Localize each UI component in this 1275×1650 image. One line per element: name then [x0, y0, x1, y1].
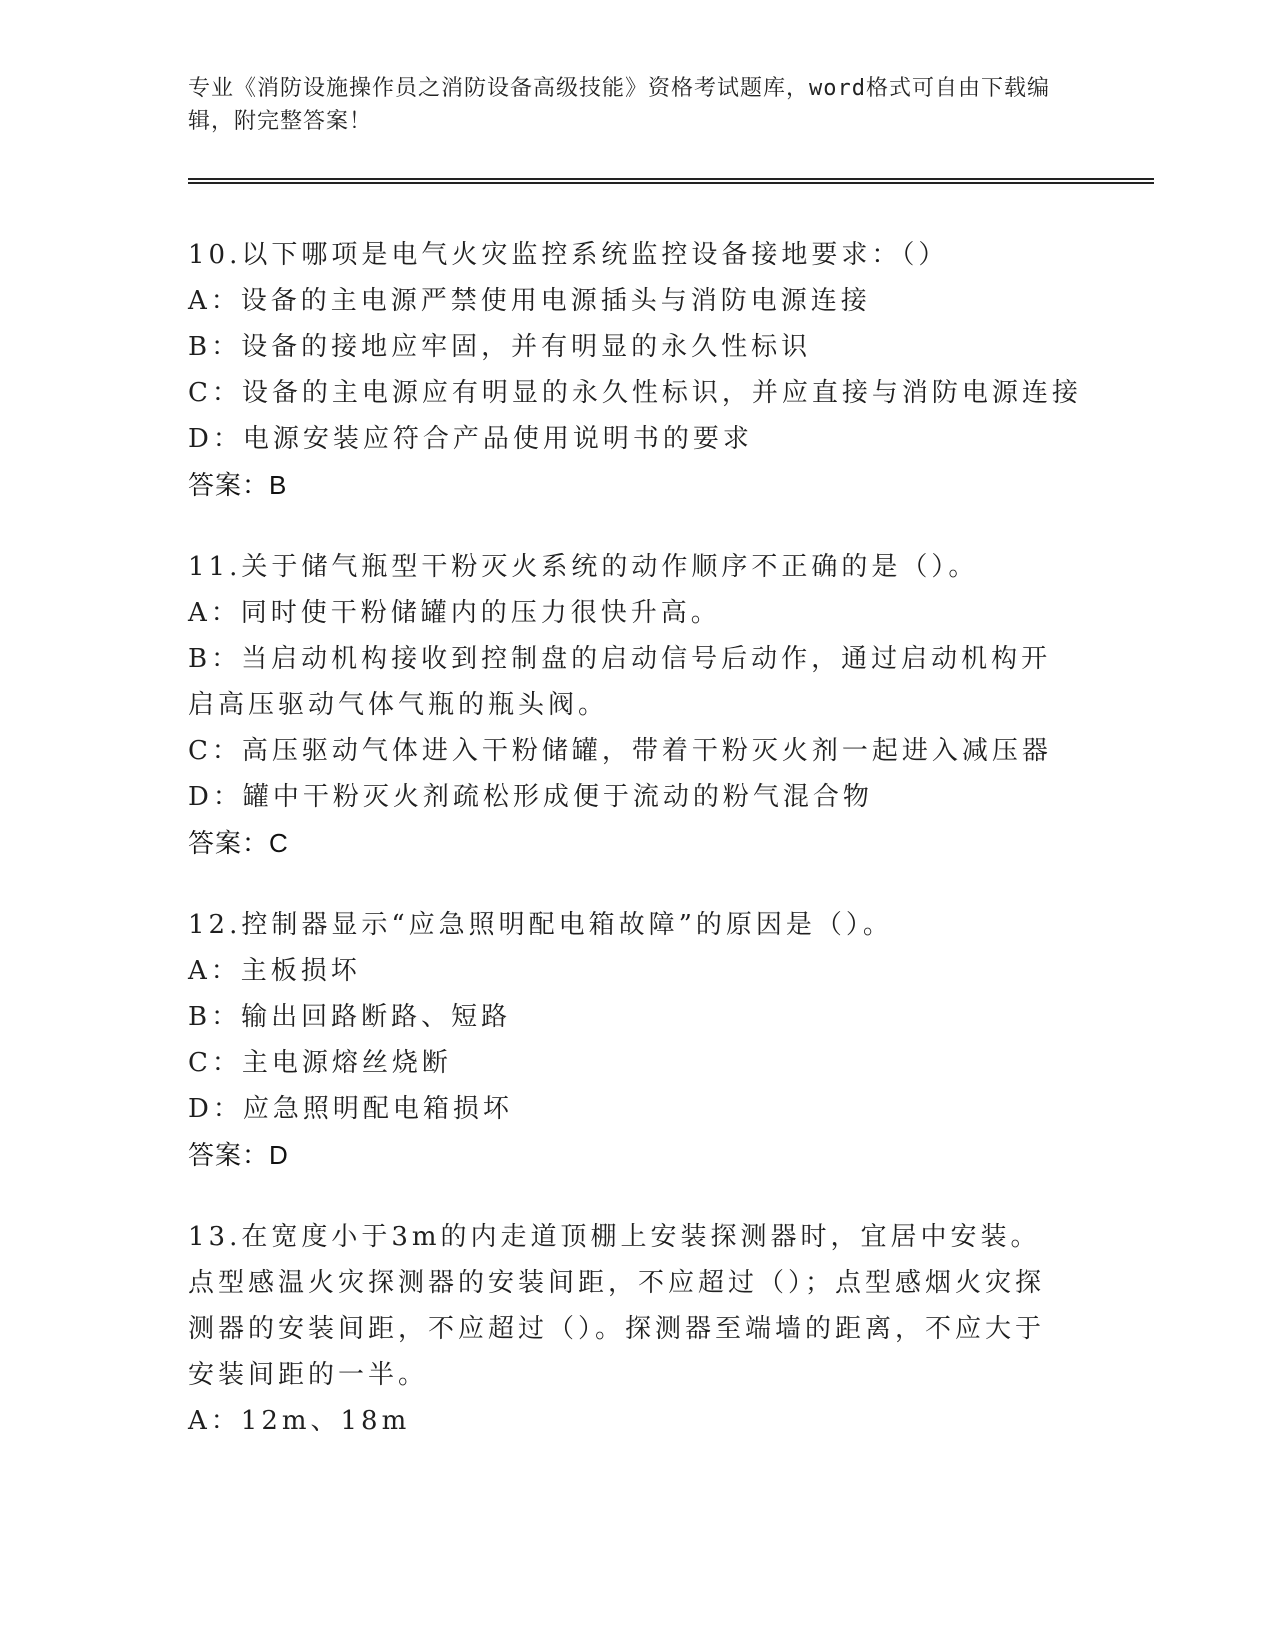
question-13 [188, 1214, 1088, 1444]
question-12 [188, 902, 1088, 1178]
answer-line: 答案：D [188, 1140, 289, 1170]
question-stem: 11.关于储气瓶型干粉灭火系统的动作顺序不正确的是（）。 [188, 552, 979, 582]
option-c: C：主电源熔丝烧断 [188, 1048, 452, 1078]
header-divider-bottom [188, 182, 1154, 184]
question-10 [188, 232, 1088, 508]
question-stem: 13.在宽度小于3m的内走道顶棚上安装探测器时，宜居中安装。点型感温火灾探测器的安装间距，不应超过（）；点型感烟火灾探测器的安装间距，不应超过（）。探测器至端墙的距离，不应大于安装间距的一半。 [188, 1222, 1046, 1390]
option-a: A：12m、18m [188, 1406, 411, 1436]
header-text: 专业《消防设施操作员之消防设备高级技能》资格考试题库，word格式可自由下载编辑，附完整答案！ [188, 76, 1050, 134]
document-header [188, 72, 1068, 138]
option-d: D：电源安装应符合产品使用说明书的要求 [188, 424, 753, 454]
question-list [188, 232, 1088, 1480]
option-a: A：同时使干粉储罐内的压力很快升高。 [188, 598, 721, 628]
option-c: C：设备的主电源应有明显的永久性标识，并应直接与消防电源连接 [188, 378, 1082, 408]
option-b: B：设备的接地应牢固，并有明显的永久性标识 [188, 332, 812, 362]
option-a: A：主板损坏 [188, 956, 361, 986]
option-c: C：高压驱动气体进入干粉储罐，带着干粉灭火剂一起进入减压器 [188, 736, 1052, 766]
answer-line: 答案：B [188, 470, 288, 500]
question-11 [188, 544, 1088, 866]
header-divider-top [188, 178, 1154, 180]
option-a: A：设备的主电源严禁使用电源插头与消防电源连接 [188, 286, 871, 316]
question-stem: 12.控制器显示“应急照明配电箱故障”的原因是（）。 [188, 910, 893, 940]
option-d: D：罐中干粉灭火剂疏松形成便于流动的粉气混合物 [188, 782, 873, 812]
option-d: D：应急照明配电箱损坏 [188, 1094, 513, 1124]
answer-line: 答案：C [188, 828, 289, 858]
option-b: B：当启动机构接收到控制盘的启动信号后动作，通过启动机构开启高压驱动气体气瓶的瓶头阀。 [188, 644, 1052, 720]
option-b: B：输出回路断路、短路 [188, 1002, 512, 1032]
question-stem: 10.以下哪项是电气火灾监控系统监控设备接地要求：（） [188, 240, 949, 270]
